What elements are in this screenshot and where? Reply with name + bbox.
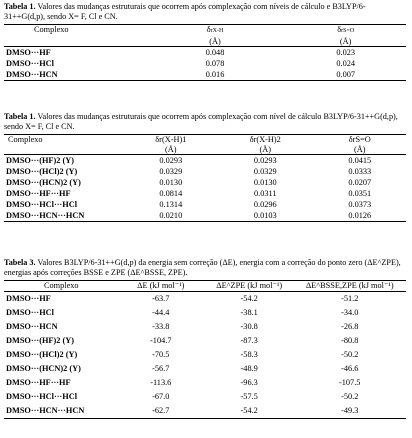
table-3-caption-label: Tabela 3. bbox=[4, 258, 36, 267]
table3-cell-name: DMSO···HCN···HCN bbox=[6, 405, 85, 415]
table3-cell-name: DMSO···HF···HF bbox=[6, 377, 71, 387]
table2-cell-c: 0.0126 bbox=[348, 210, 372, 220]
table2-row bbox=[4, 188, 406, 199]
table1-cell-a: 0.048 bbox=[205, 47, 225, 57]
table-2-col-a-unit: (Å) bbox=[165, 144, 177, 154]
table-1-col-b bbox=[285, 25, 406, 47]
table-2-col-c-label: δrS=O bbox=[348, 135, 371, 144]
table3-row bbox=[4, 376, 406, 390]
table2-cell-name: DMSO···HF···HF bbox=[6, 188, 71, 198]
table-3 bbox=[4, 280, 406, 419]
table-2-header-row bbox=[4, 135, 406, 155]
table3-cell-name: DMSO···HCl bbox=[6, 307, 54, 317]
table2-cell-b: 0.0329 bbox=[253, 166, 277, 176]
table-1-col-a-unit: (Å) bbox=[209, 36, 221, 46]
table3-cell-c: -80.8 bbox=[341, 335, 359, 345]
table2-cell-c: 0.0415 bbox=[348, 155, 372, 165]
table2-cell-b: 0.0293 bbox=[253, 155, 277, 165]
table-2-col-b-unit: (Å) bbox=[259, 144, 272, 154]
table3-cell-c: -51.2 bbox=[341, 293, 359, 303]
table-3-col-a: ΔE (kJ mol⁻¹) bbox=[137, 281, 185, 290]
table3-row bbox=[4, 404, 406, 419]
table1-cell-b: 0.023 bbox=[336, 47, 356, 57]
table-2 bbox=[4, 134, 406, 222]
table-2-caption bbox=[4, 112, 406, 132]
table2-cell-b: 0.0103 bbox=[253, 210, 277, 220]
table-1 bbox=[4, 24, 406, 81]
table3-cell-c: -107.5 bbox=[338, 377, 361, 387]
table-3-header-row bbox=[4, 281, 406, 292]
table1-cell-name: DMSO···HCN bbox=[6, 69, 58, 79]
table-2-col-b-label: δr(X-H)2 bbox=[249, 135, 281, 144]
table2-cell-a: 0.0814 bbox=[159, 188, 183, 198]
table-3-col-b: ΔE^ZPE (kJ mol⁻¹) bbox=[216, 281, 283, 290]
table3-cell-b: -54.2 bbox=[240, 405, 258, 415]
table3-cell-c: -34.0 bbox=[341, 307, 359, 317]
table-3-caption bbox=[4, 258, 406, 278]
table3-cell-b: -57.5 bbox=[240, 391, 258, 401]
table2-cell-b: 0.0311 bbox=[254, 188, 277, 198]
table3-cell-name: DMSO···(HCN)2 (Y) bbox=[6, 363, 81, 373]
table2-row bbox=[4, 155, 406, 167]
table2-cell-name: DMSO···(HF)2 (Y) bbox=[6, 155, 74, 165]
table1-row bbox=[4, 58, 406, 69]
table-3-col-c: ΔE^BSSE,ZPE (kJ mol⁻¹) bbox=[305, 281, 394, 290]
table1-cell-name: DMSO···HF bbox=[6, 47, 51, 57]
table2-cell-name: DMSO···(HCl)2 (Y) bbox=[6, 166, 78, 176]
table2-row bbox=[4, 166, 406, 177]
table-2-col-a-label: δr(X-H)1 bbox=[155, 135, 187, 144]
table-2-caption-label: Tabela 1. bbox=[4, 112, 36, 121]
table3-cell-a: -44.4 bbox=[152, 307, 170, 317]
table3-row bbox=[4, 306, 406, 320]
table3-cell-b: -96.3 bbox=[240, 377, 258, 387]
table1-cell-b: 0.007 bbox=[336, 69, 356, 79]
table-1-body bbox=[4, 47, 406, 81]
table-1-col-b-unit: (Å) bbox=[339, 36, 352, 46]
table-3-caption-text: Valores B3LYP/6-31++G(d,p) da energia sem correção (ΔE), energia com a correção do ponto zero (ΔE^ZPE), energias após correções BSSE e ZPE (ΔE^BSSE, ZPE). bbox=[4, 258, 401, 277]
table2-cell-a: 0.1314 bbox=[159, 199, 183, 209]
table3-cell-a: -63.7 bbox=[152, 293, 170, 303]
table2-row bbox=[4, 177, 406, 188]
table2-cell-c: 0.0373 bbox=[348, 199, 372, 209]
table1-cell-a: 0.078 bbox=[205, 58, 225, 68]
table-1-col-b-sub: rS=O bbox=[341, 28, 355, 34]
table1-row bbox=[4, 69, 406, 81]
table2-cell-a: 0.0329 bbox=[159, 166, 183, 176]
table-1-caption-label: Tabela 1. bbox=[4, 2, 36, 11]
table2-cell-c: 0.0207 bbox=[348, 177, 372, 187]
table2-cell-a: 0.0293 bbox=[159, 155, 183, 165]
table3-cell-c: -26.8 bbox=[341, 321, 359, 331]
table3-cell-b: -58.3 bbox=[240, 349, 258, 359]
table3-cell-b: -54.2 bbox=[240, 293, 258, 303]
table3-cell-a: -67.0 bbox=[152, 391, 170, 401]
table3-row bbox=[4, 390, 406, 404]
table3-cell-name: DMSO···HCl···HCl bbox=[6, 391, 77, 401]
table-3-col-complex: Complexo bbox=[44, 281, 79, 290]
table-2-col-b bbox=[217, 135, 313, 155]
table2-cell-name: DMSO···(HCN)2 (Y) bbox=[6, 177, 81, 187]
table3-row bbox=[4, 291, 406, 306]
table3-cell-name: DMSO···HF bbox=[6, 293, 51, 303]
table-2-block bbox=[4, 112, 406, 222]
table-3-body bbox=[4, 291, 406, 418]
table3-cell-c: -50.2 bbox=[341, 349, 359, 359]
table3-row bbox=[4, 320, 406, 334]
table-1-caption-text: Valores das mudanças estruturais que ocorrem após complexação com níveis de cálculo e B3LYP/6-31++G(d,p), sendo X= F, Cl e CN. bbox=[4, 2, 366, 21]
table-2-col-complex: Complexo bbox=[8, 135, 43, 144]
table-2-col-c bbox=[314, 135, 406, 155]
table-1-col-a-symbol: δ bbox=[206, 25, 211, 34]
table1-cell-a: 0.016 bbox=[205, 69, 225, 79]
table2-cell-name: DMSO···HCl···HCl bbox=[6, 199, 77, 209]
table3-cell-b: -30.8 bbox=[240, 321, 258, 331]
table-3-block bbox=[4, 258, 406, 419]
table2-row bbox=[4, 199, 406, 210]
table-1-col-a-sub: rX-H bbox=[210, 28, 224, 34]
table2-cell-c: 0.0333 bbox=[348, 166, 372, 176]
table3-cell-a: -70.5 bbox=[152, 349, 170, 359]
table2-cell-a: 0.0210 bbox=[159, 210, 183, 220]
table3-row bbox=[4, 334, 406, 348]
table3-row bbox=[4, 362, 406, 376]
table2-cell-c: 0.0351 bbox=[348, 188, 372, 198]
table-1-col-b-symbol: δ bbox=[337, 25, 342, 34]
table3-cell-b: -38.1 bbox=[240, 307, 258, 317]
table3-cell-b: -48.9 bbox=[240, 363, 258, 373]
table-1-col-a bbox=[145, 25, 286, 47]
table3-cell-name: DMSO···HCN bbox=[6, 321, 58, 331]
table3-cell-b: -87.3 bbox=[240, 335, 258, 345]
table-2-col-a bbox=[125, 135, 217, 155]
table3-cell-name: DMSO···(HCl)2 (Y) bbox=[6, 349, 78, 359]
table-1-caption bbox=[4, 2, 406, 22]
table2-cell-name: DMSO···HCN···HCN bbox=[6, 210, 85, 220]
table2-row bbox=[4, 210, 406, 222]
table1-cell-name: DMSO···HCl bbox=[6, 58, 54, 68]
table3-row bbox=[4, 348, 406, 362]
table-2-body bbox=[4, 155, 406, 222]
table-1-header-row bbox=[4, 25, 406, 47]
table2-cell-b: 0.0296 bbox=[253, 199, 277, 209]
table-2-col-c-unit: (Å) bbox=[353, 144, 366, 154]
table-1-col-complex: Complexo bbox=[34, 25, 69, 34]
table-2-caption-text: Valores das mudanças estruturais que ocorrem após complexação com nível de cálculo B3LYP/6-31++G(d,p), sendo X= F, Cl e CN. bbox=[4, 112, 398, 131]
table3-cell-a: -62.7 bbox=[152, 405, 170, 415]
table2-cell-a: 0.0130 bbox=[159, 177, 183, 187]
table3-cell-name: DMSO···(HF)2 (Y) bbox=[6, 335, 74, 345]
table1-cell-b: 0.024 bbox=[336, 58, 356, 68]
table3-cell-c: -46.6 bbox=[341, 363, 359, 373]
table3-cell-a: -56.7 bbox=[152, 363, 170, 373]
table3-cell-c: -49.3 bbox=[341, 405, 359, 415]
table3-cell-a: -113.6 bbox=[150, 377, 172, 387]
table2-cell-b: 0.0130 bbox=[253, 177, 277, 187]
table3-cell-c: -50.2 bbox=[341, 391, 359, 401]
table3-cell-a: -33.8 bbox=[152, 321, 170, 331]
table1-row bbox=[4, 47, 406, 59]
table-1-block bbox=[4, 2, 406, 81]
table3-cell-a: -104.7 bbox=[150, 335, 172, 345]
